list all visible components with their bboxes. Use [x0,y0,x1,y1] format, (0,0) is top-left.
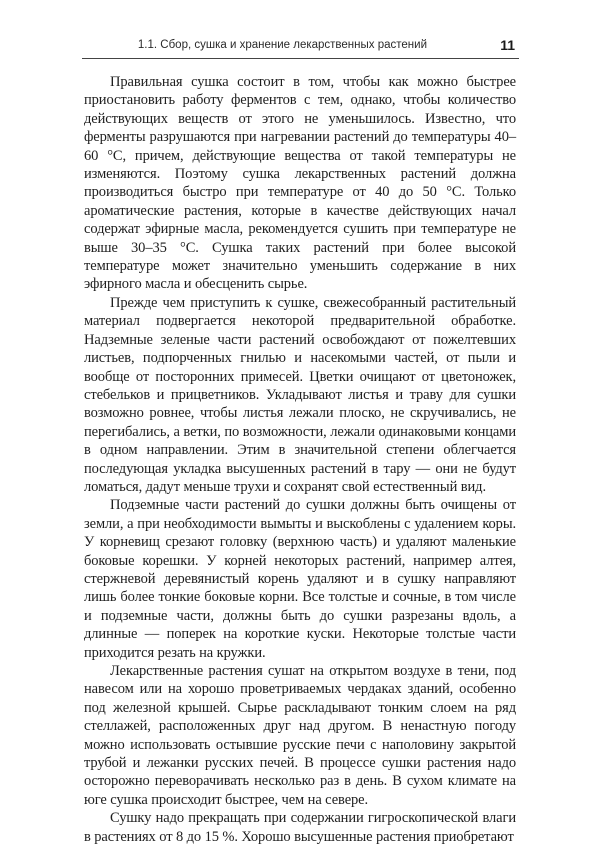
chapter-title: 1.1. Сбор, сушка и хранение лекарственных растений [137,39,427,51]
paragraph-moisture-content: Сушку надо прекращать при содержании гигроскопической влаги в растениях от 8 до 15 %. Хорошо высушенные растения приобретают [84,810,516,845]
page-number: 11 [500,37,515,53]
paragraph-preprocessing: Прежде чем приступить к сушке, свежесобранный растительный материал подвергается некоторой предварительной обработке. Надземные зеленые части растений освобождают от пожелтевших листьев, подпорченных гнилью и насекомыми частей, от пыли и вообще от посторонних примесей. Цветки очищают от цветоножек, стебельков и прицветников. Укладывают листья и траву для сушки возможно ровнее, чтобы листья лежали плоско, не скручивались, не перегибались, а ветки, по возможности, лежали одинаковыми концами в одном направлении. Этим в значительной степени облегчается последующая укладка высушенных растений в тару — они не будут ломаться, дадут меньше трухи и сохранят свой естественный вид. [84,294,516,495]
running-header [82,37,519,59]
paragraph-drying-places: Лекарственные растения сушат на открытом воздухе в тени, под навесом или на хорошо проветриваемых чердаках зданий, особенно под железной крышей. Сырье раскладывают тонким слоем на ряд стеллажей, расположенных друг над другом. В ненастную погоду можно использовать остывшие русские печи с наполовину закрытой трубой и лежанки русских печей. В процессе сушки растения надо осторожно переворачивать несколько раз в день. В сухом климате на юге сушка происходит быстрее, чем на севере. [84,663,516,808]
paragraph-drying-principle: Правильная сушка состоит в том, чтобы как можно быстрее приостановить работу ферментов с тем, однако, чтобы количество действующих веществ от этого не уменьшилось. Известно, что ферменты разрушаются при нагревании растений до температуры 40–60 °С, причем, действующие вещества от такой температуры не изменяются. Поэтому сушка лекарственных растений должна производиться быстро при температуре от 40 до 50 °С. Только ароматические растения, которые в качестве действующих начал содержат эфирные масла, рекомендуется сушить при температуре не выше 30–35 °С. Сушка таких растений при более высокой температуре может значительно уменьшить содержание в них эфирного масла и обесценить сырье. [84,74,516,293]
paragraph-underground-parts: Подземные части растений до сушки должны быть очищены от земли, а при необходимости вымыты и выскоблены с удалением коры. У корневищ срезают головку (верхнюю часть) и удаляют маленькие боковые корешки. У корней некоторых растений, например алтея, стержневой деревянистый корень удаляют и в сушку направляют лишь более тонкие боковые корни. Все толстые и сочные, в том числе и подземные части, должны быть до сушки разрезаны вдоль, а длинные — поперек на короткие куски. Некоторые толстые части приходится резать на кружки. [84,497,516,661]
body-text [84,73,516,846]
